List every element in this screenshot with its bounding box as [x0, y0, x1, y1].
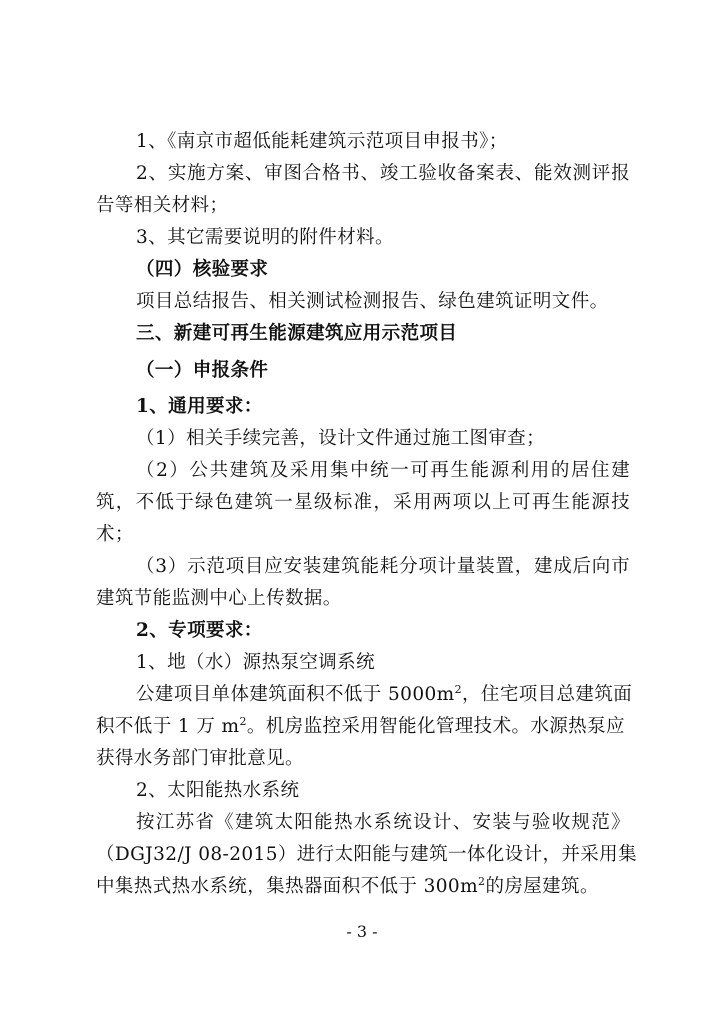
subheading-special: 2、专项要求： [136, 620, 263, 641]
general-item-3-cont: 建筑节能监测中心上传数据。 [96, 588, 342, 609]
verification-text: 项目总结报告、相关测试检测报告、绿色建筑证明文件。 [136, 291, 609, 312]
solar-text-2: （DGJ32/J 08-2015）进行太阳能与建筑一体化设计，并采用集 [96, 844, 637, 865]
heat-pump-text-1: 公建项目单体建筑面积不低于 $5000m^2$，住宅项目总建筑面 [136, 682, 633, 705]
general-item-1: （1）相关手续完善，设计文件通过施工图审查； [136, 428, 546, 449]
general-item-2: （2）公共建筑及采用集中统一可再生能源利用的居住建 [136, 460, 630, 481]
section-heading-conditions: （一）申报条件 [136, 360, 269, 381]
special-item-heat-pump: 1、地（水）源热泵空调系统 [136, 652, 375, 673]
subheading-general: 1、通用要求： [136, 396, 263, 417]
solar-text-3: 中集热式热水系统，集热器面积不低于 $300m^2$的房屋建筑。 [96, 874, 599, 897]
attachment-item-2: 2、实施方案、审图合格书、竣工验收备案表、能效测评报 [136, 163, 630, 184]
heat-pump-text-2: 积不低于 1 万 $m^2$。机房监控采用智能化管理技术。水源热泵应 [96, 714, 625, 737]
heat-pump-text-3: 获得水务部门审批意见。 [96, 748, 304, 769]
attachment-item-2-cont: 告等相关材料； [96, 195, 229, 216]
chapter-heading-renewable: 三、新建可再生能源建筑应用示范项目 [136, 323, 458, 344]
section-heading-verification: （四）核验要求 [136, 259, 269, 280]
special-item-solar: 2、太阳能热水系统 [136, 780, 300, 801]
page-number: - 3 - [346, 922, 378, 941]
general-item-3: （3）示范项目应安装建筑能耗分项计量装置，建成后向市 [136, 556, 630, 577]
solar-text-1: 按江苏省《建筑太阳能热水系统设计、安装与验收规范》 [136, 812, 630, 833]
general-item-2-end: 术； [96, 524, 134, 545]
attachment-item-1: 1、《南京市超低能耗建筑示范项目申报书》； [136, 131, 508, 152]
general-item-2-cont: 筑，不低于绿色建筑一星级标准，采用两项以上可再生能源技 [96, 492, 630, 513]
attachment-item-3: 3、其它需要说明的附件材料。 [136, 227, 394, 248]
